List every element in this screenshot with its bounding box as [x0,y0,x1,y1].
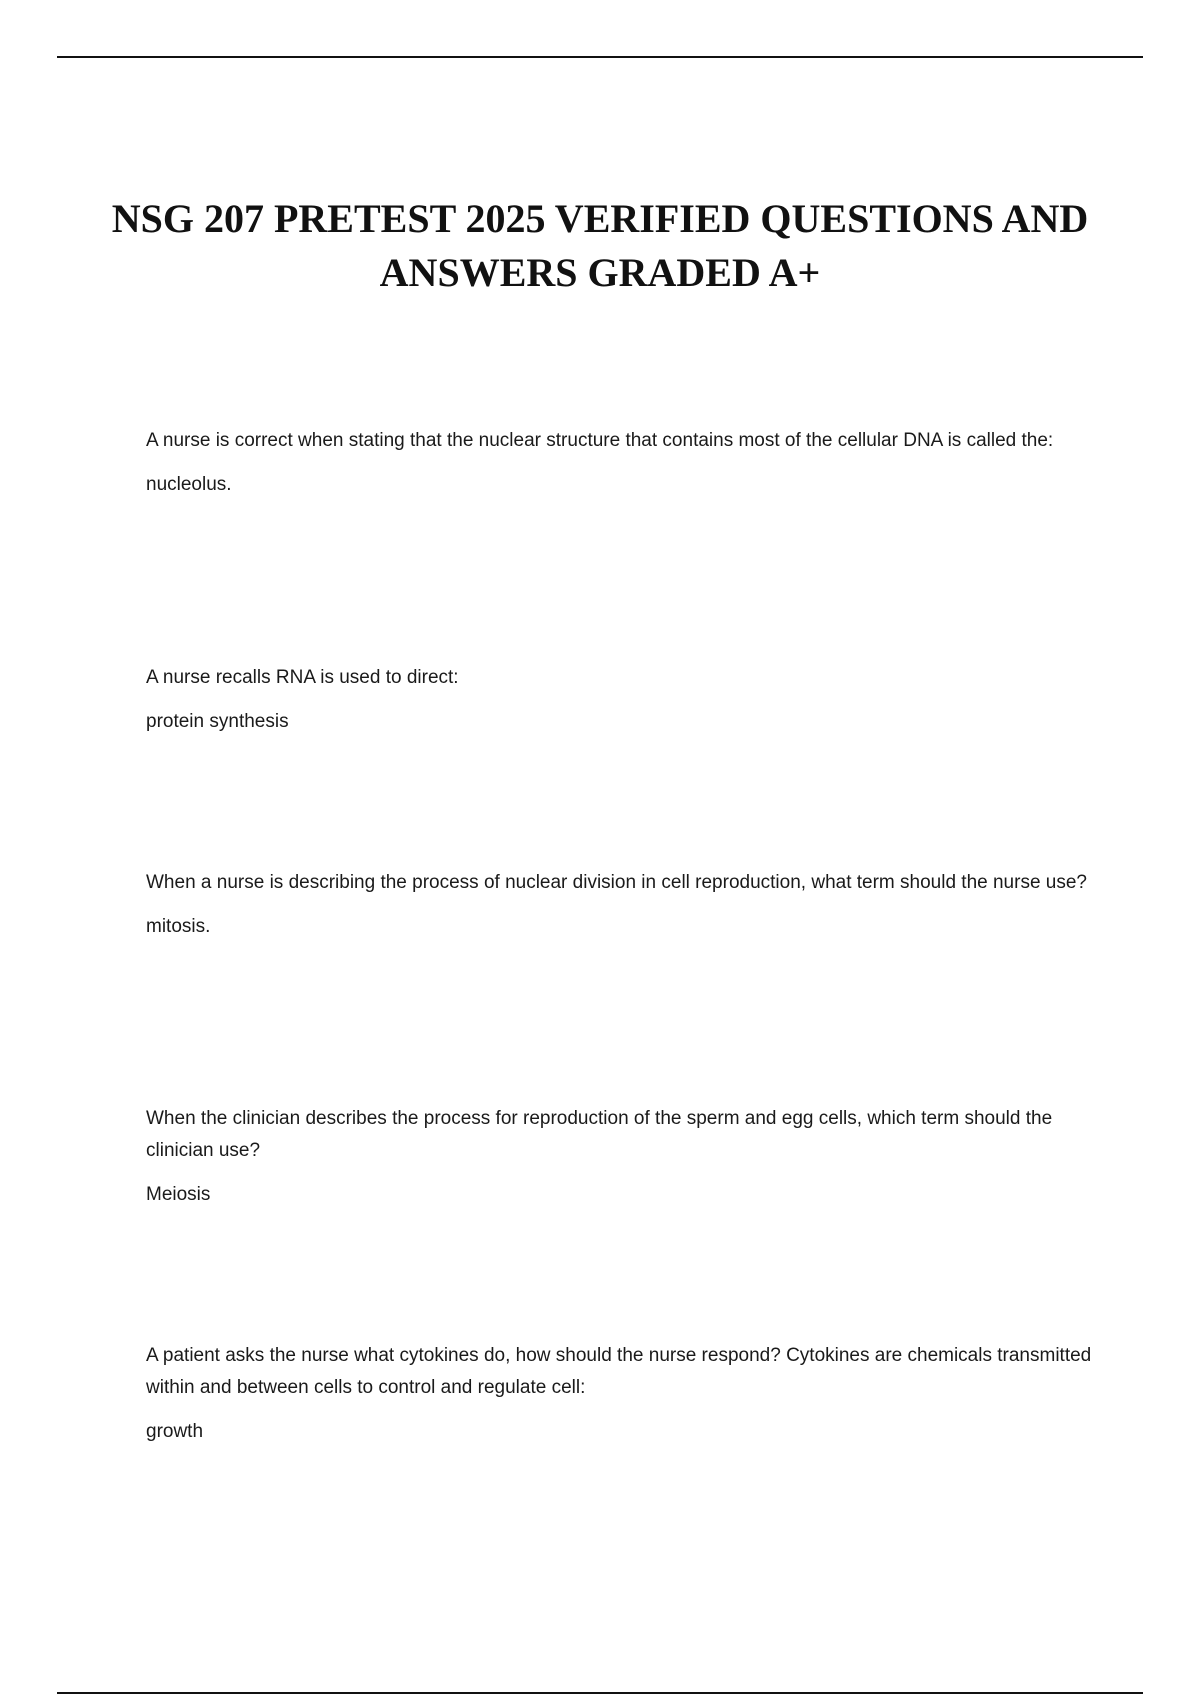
header-divider [57,56,1143,58]
question-text: A nurse recalls RNA is used to direct: [146,667,459,688]
answer-text: protein synthesis [146,711,289,732]
answer-text: nucleolus. [146,474,232,495]
question-text: When a nurse is describing the process of nuclear division in cell reproduction, what term should the nurse use? [146,872,1088,893]
qa-item [146,867,1096,943]
question-text: A nurse is correct when stating that the nuclear structure that contains most of the cellular DNA is called the: [146,430,1054,451]
qa-item [146,1103,1096,1211]
qa-item [146,662,1096,738]
document-title: NSG 207 PRETEST 2025 VERIFIED QUESTIONS AND ANSWERS GRADED A+ [111,196,1089,295]
question-text: A patient asks the nurse what cytokines do, how should the nurse respond? Cytokines are chemicals transmitted within and between cells to control and regulate cell: [146,1345,1092,1398]
qa-item [146,1340,1096,1448]
answer-text: mitosis. [146,916,211,937]
qa-item [146,425,1096,501]
answer-text: Meiosis [146,1184,211,1205]
footer-divider [57,1692,1143,1694]
question-text: When the clinician describes the process for reproduction of the sperm and egg cells, which term should the clinician use? [146,1108,1053,1161]
answer-text: growth [146,1421,204,1442]
